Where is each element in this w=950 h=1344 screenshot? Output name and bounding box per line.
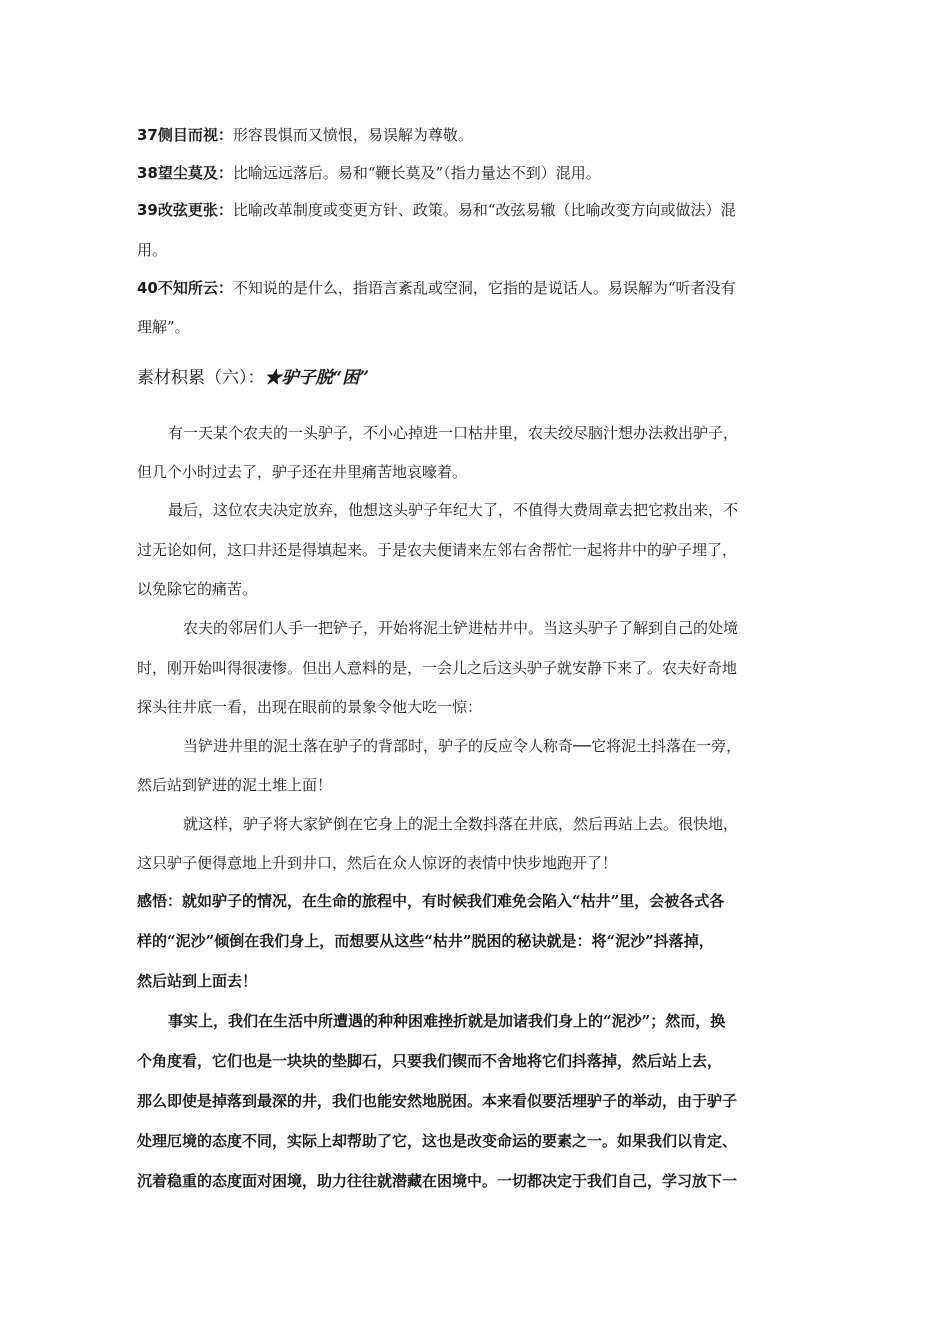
idiom-number: 37 — [137, 126, 158, 144]
reflection-line: 样的“泥沙”倾倒在我们身上，而想要从这些“枯井”脱困的秘诀就是：将“泥沙”抖落掉， — [137, 932, 714, 950]
idiom-entry-37 — [137, 125, 473, 145]
idiom-entry-40 — [137, 278, 736, 298]
reflection-line: 那么即使是掉落到最深的井，我们也能安然地脱困。本来看似要活埋驴子的举动，由于驴子 — [137, 1092, 738, 1110]
story-line: 但几个小时过去了，驴子还在井里痛苦地哀嚎着。 — [137, 463, 468, 481]
idiom-number: 40 — [137, 279, 158, 297]
section-heading-label: 素材积累（六）： — [137, 368, 265, 388]
story-line: 探头往井底一看，出现在眼前的景象令他大吃一惊： — [137, 698, 483, 716]
idiom-entry-39 — [137, 200, 736, 220]
idiom-number: 38 — [137, 164, 158, 182]
idiom-definition-continued: 理解”。 — [137, 318, 190, 336]
idiom-number: 39 — [137, 201, 158, 219]
idiom-definition-continued: 用。 — [137, 241, 168, 259]
reflection-line: 事实上，我们在生活中所遭遇的种种困难挫折就是加诸我们身上的“泥沙”；然而，换 — [168, 1012, 726, 1030]
story-line: 农夫的邻居们人手一把铲子，开始将泥土铲进枯井中。当这头驴子了解到自己的处境 — [183, 619, 739, 637]
idiom-definition: 比喻远远落后。易和“鞭长莫及”（指力量达不到）混用。 — [232, 164, 601, 182]
story-line: 过无论如何，这口井还是得填起来。于是农夫便请来左邻右舍帮忙一起将井中的驴子埋了， — [137, 541, 738, 559]
idiom-term: 望尘莫及： — [157, 164, 233, 182]
idiom-definition: 不知说的是什么，指语言紊乱或空洞，它指的是说话人。易误解为“听者没有 — [232, 279, 736, 297]
story-line: 这只驴子便得意地上升到井口，然后在众人惊讶的表情中快步地跑开了！ — [137, 854, 618, 872]
idiom-term: 改弦更张： — [157, 201, 233, 219]
story-line: 然后站到铲进的泥土堆上面！ — [137, 776, 333, 794]
reflection-line: 感悟：就如驴子的情况，在生命的旅程中，有时候我们难免会陷入“枯井”里，会被各式各 — [137, 892, 725, 910]
story-line: 就这样，驴子将大家铲倒在它身上的泥土全数抖落在井底，然后再站上去。很快地， — [183, 815, 739, 833]
story-line: 以免除它的痛苦。 — [137, 580, 258, 598]
story-line: 有一天某个农夫的一头驴子，不小心掉进一口枯井里，农夫绞尽脑汁想办法救出驴子， — [168, 424, 739, 442]
idiom-term: 不知所云： — [157, 279, 233, 297]
reflection-line: 处理厄境的态度不同，实际上却帮助了它，这也是改变命运的要素之一。如果我们以肯定、 — [137, 1132, 738, 1150]
story-line: 最后，这位农夫决定放弃，他想这头驴子年纪大了，不值得大费周章去把它救出来，不 — [168, 501, 739, 519]
reflection-line: 然后站到上面去！ — [137, 972, 258, 990]
idiom-definition: 比喻改革制度或变更方针、政策。易和“改弦易辙（比喻改变方向或做法）混 — [232, 201, 736, 219]
story-line: 当铲进井里的泥土落在驴子的背部时，驴子的反应令人称奇──它将泥土抖落在一旁， — [183, 737, 742, 755]
reflection-line: 沉着稳重的态度面对困境，助力往往就潜藏在困境中。一切都决定于我们自己，学习放下一 — [137, 1172, 738, 1190]
idiom-definition: 形容畏惧而又愤恨，易误解为尊敬。 — [232, 126, 473, 144]
section-heading — [137, 368, 369, 388]
section-title: ★驴子脱“困” — [264, 368, 370, 388]
idiom-term: 侧目而视： — [157, 126, 233, 144]
story-line: 时，刚开始叫得很凄惨。但出人意料的是，一会儿之后这头驴子就安静下来了。农夫好奇地 — [137, 659, 738, 677]
idiom-entry-38 — [137, 163, 601, 183]
reflection-line: 个角度看，它们也是一块块的垫脚石，只要我们锲而不舍地将它们抖落掉，然后站上去， — [137, 1052, 723, 1070]
